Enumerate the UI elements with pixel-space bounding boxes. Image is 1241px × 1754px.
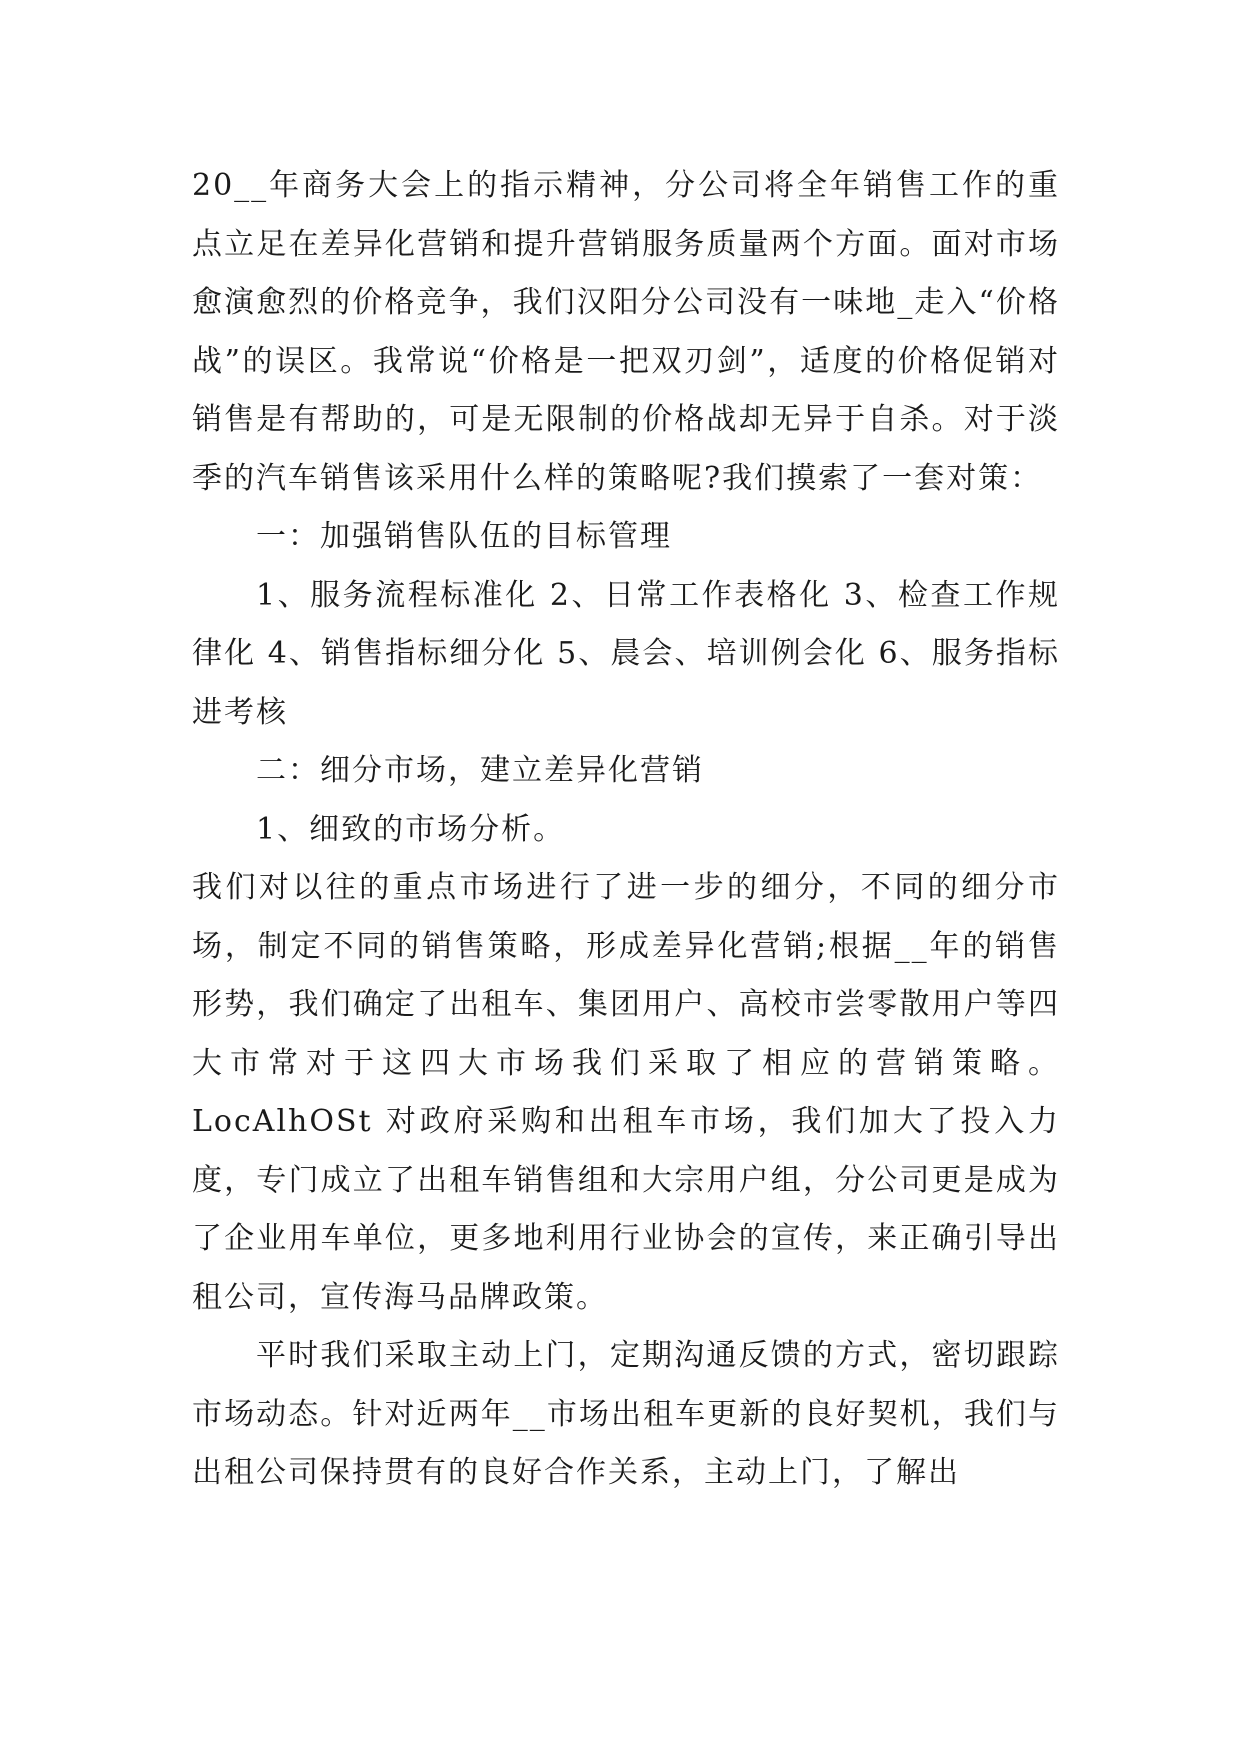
document-page bbox=[192, 157, 1060, 1503]
subheading-market-analysis: 1、细致的市场分析。 bbox=[256, 811, 566, 847]
paragraph-intro: 20__年商务大会上的指示精神，分公司将全年销售工作的重点立足在差异化营销和提升营销服务质量两个方面。面对市场愈演愈烈的价格竞争，我们汉阳分公司没有一味地_走入“价格战”的误区。我常说“价格是一把双刃剑”，适度的价格促销对销售是有帮助的，可是无限制的价格战却无异于自杀。对于淡季的汽车销售该采用什么样的策略呢?我们摸索了一套对策： bbox=[192, 168, 1060, 496]
paragraph-market-tracking: 平时我们采取主动上门，定期沟通反馈的方式，密切跟踪市场动态。针对近两年__市场出租车更新的良好契机，我们与出租公司保持贯有的良好合作关系，主动上门，了解出 bbox=[192, 1338, 1060, 1490]
heading-section-two: 二：细分市场，建立差异化营销 bbox=[256, 753, 704, 788]
heading-section-one: 一：加强销售队伍的目标管理 bbox=[256, 519, 672, 554]
paragraph-management-items: 1、服务流程标准化 2、日常工作表格化 3、检查工作规律化 4、销售指标细分化 5、晨会、培训例会化 6、服务指标进考核 bbox=[192, 577, 1060, 730]
paragraph-market-segmentation: 我们对以往的重点市场进行了进一步的细分，不同的细分市场，制定不同的销售策略，形成差异化营销;根据__年的销售形势，我们确定了出租车、集团用户、高校市尝零散用户等四大市常对于这四大市场我们采取了相应的营销策略。LocAlhOSt 对政府采购和出租车市场，我们加大了投入力度，专门成立了出租车销售组和大宗用户组，分公司更是成为了企业用车单位，更多地利用行业协会的宣传，来正确引导出租公司，宣传海马品牌政策。 bbox=[192, 870, 1060, 1315]
